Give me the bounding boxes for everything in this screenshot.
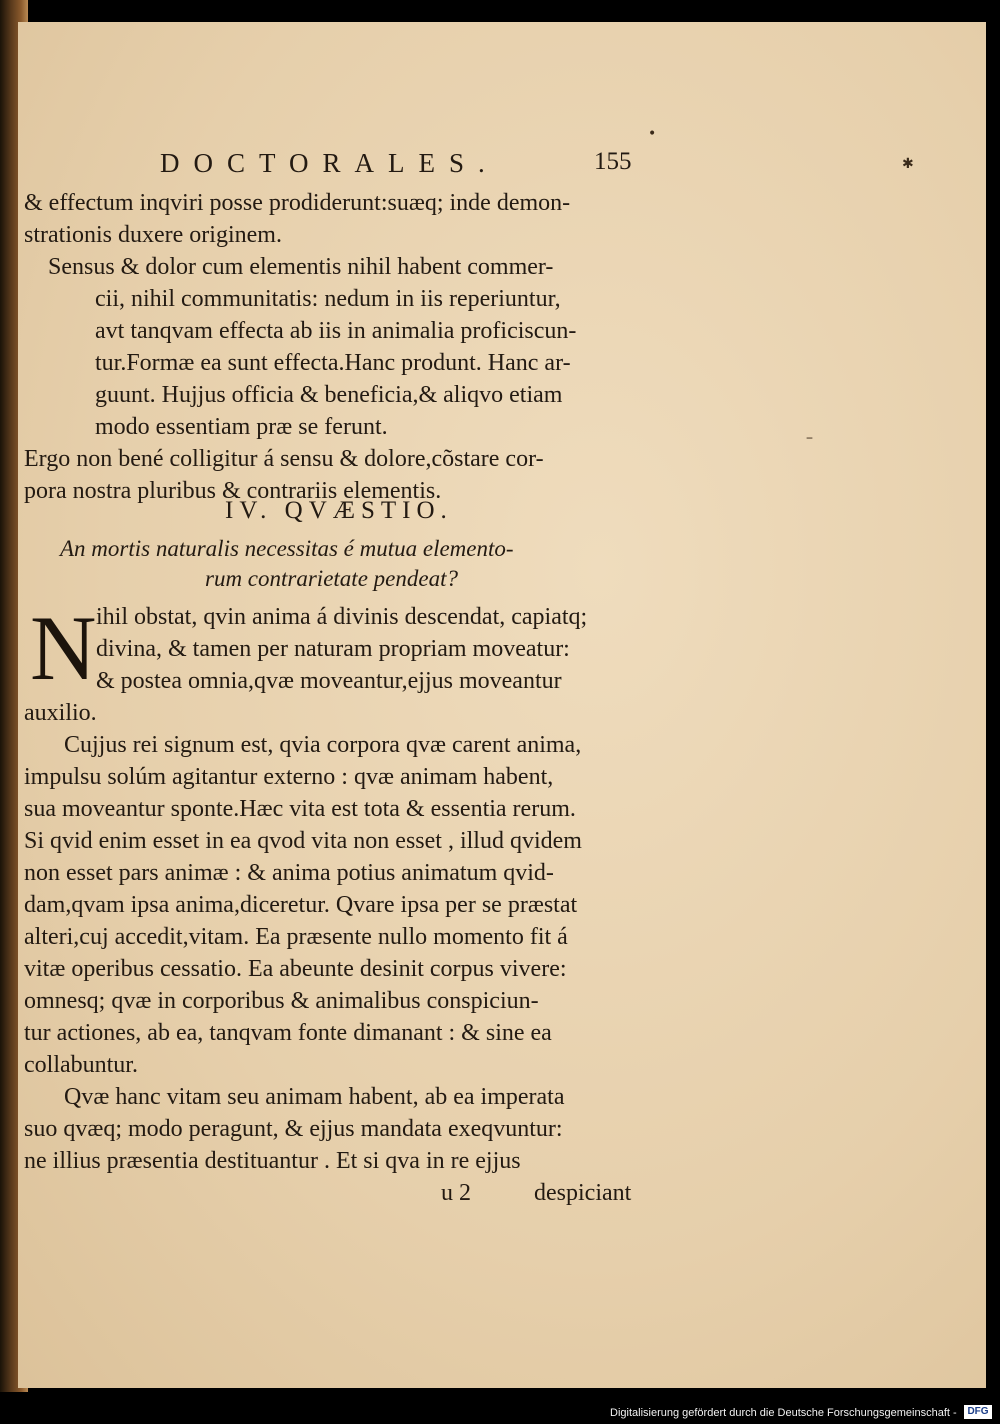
text-line: pora nostra pluribus & contrariis elementis. <box>24 478 442 504</box>
text-line: tur actiones, ab ea, tanqvam fonte dimanant : & sine ea <box>24 1020 552 1046</box>
dfg-logo-icon: DFG <box>964 1405 992 1419</box>
section-heading: IV. QVÆSTIO. <box>225 497 453 524</box>
text-line: guunt. Hujjus officia & beneficia,& aliqvo etiam <box>95 382 563 408</box>
text-line: alteri,cuj accedit,vitam. Ea præsente nullo momento fit á <box>24 924 568 950</box>
text-line: tur.Formæ ea sunt effecta.Hanc produnt. Hanc ar- <box>95 350 571 376</box>
text-line: & postea omnia,qvæ moveantur,ejjus moveantur <box>96 668 562 694</box>
text-line: ihil obstat, qvin anima á divinis descendat, capiatq; <box>96 604 588 630</box>
text-line: omnesq; qvæ in corporibus & animalibus conspiciun- <box>24 988 539 1014</box>
text-line: strationis duxere originem. <box>24 222 282 248</box>
text-line: cii, nihil communitatis: nedum in iis reperiuntur, <box>95 286 561 312</box>
section-question-line: rum contrarietate pendeat? <box>205 566 458 591</box>
footer-credit: Digitalisierung gefördert durch die Deutsche Forschungsgemeinschaft - <box>610 1407 957 1419</box>
text-line: non esset pars animæ : & anima potius animatum qvid- <box>24 860 554 886</box>
text-line: Cujjus rei signum est, qvia corpora qvæ carent anima, <box>64 732 582 758</box>
text-line: Sensus & dolor cum elementis nihil habent commer- <box>48 254 554 280</box>
text-line: modo essentiam præ se ferunt. <box>95 414 388 440</box>
text-line: avt tanqvam effecta ab iis in animalia proficiscun- <box>95 318 577 344</box>
text-line: Qvæ hanc vitam seu animam habent, ab ea imperata <box>64 1084 565 1110</box>
stray-mark-icon: – <box>806 430 813 446</box>
text-line: dam,qvam ipsa anima,diceretur. Qvare ipsa per se præstat <box>24 892 578 918</box>
text-line: ne illius præsentia destituantur . Et si qva in re ejjus <box>24 1148 521 1174</box>
stray-mark-icon: • <box>648 126 657 142</box>
section-question-line: An mortis naturalis necessitas é mutua elemento- <box>60 536 514 561</box>
text-line: & effectum inqviri posse prodiderunt:suæq; inde demon- <box>24 190 571 216</box>
text-line: Si qvid enim esset in ea qvod vita non esset , illud qvidem <box>24 828 582 854</box>
catchword: despiciant <box>534 1180 632 1206</box>
drop-cap: N <box>30 597 97 699</box>
text-line: Ergo non bené colligitur á sensu & dolore,cõstare cor- <box>24 446 544 472</box>
text-line: auxilio. <box>24 700 97 726</box>
text-line: collabuntur. <box>24 1052 138 1078</box>
text-line: sua moveantur sponte.Hæc vita est tota & essentia rerum. <box>24 796 576 822</box>
text-line: suo qvæq; modo peragunt, & ejjus mandata exeqvuntur: <box>24 1116 563 1142</box>
stray-mark-icon: ✱ <box>902 156 914 172</box>
page-number: 155 <box>594 148 632 175</box>
text-line: vitæ operibus cessatio. Ea abeunte desinit corpus vivere: <box>24 956 567 982</box>
signature-mark: u 2 <box>441 1180 471 1206</box>
text-line: impulsu solúm agitantur externo : qvæ animam habent, <box>24 764 554 790</box>
running-header: DOCTORALES. <box>160 148 499 178</box>
text-line: divina, & tamen per naturam propriam moveatur: <box>96 636 570 662</box>
